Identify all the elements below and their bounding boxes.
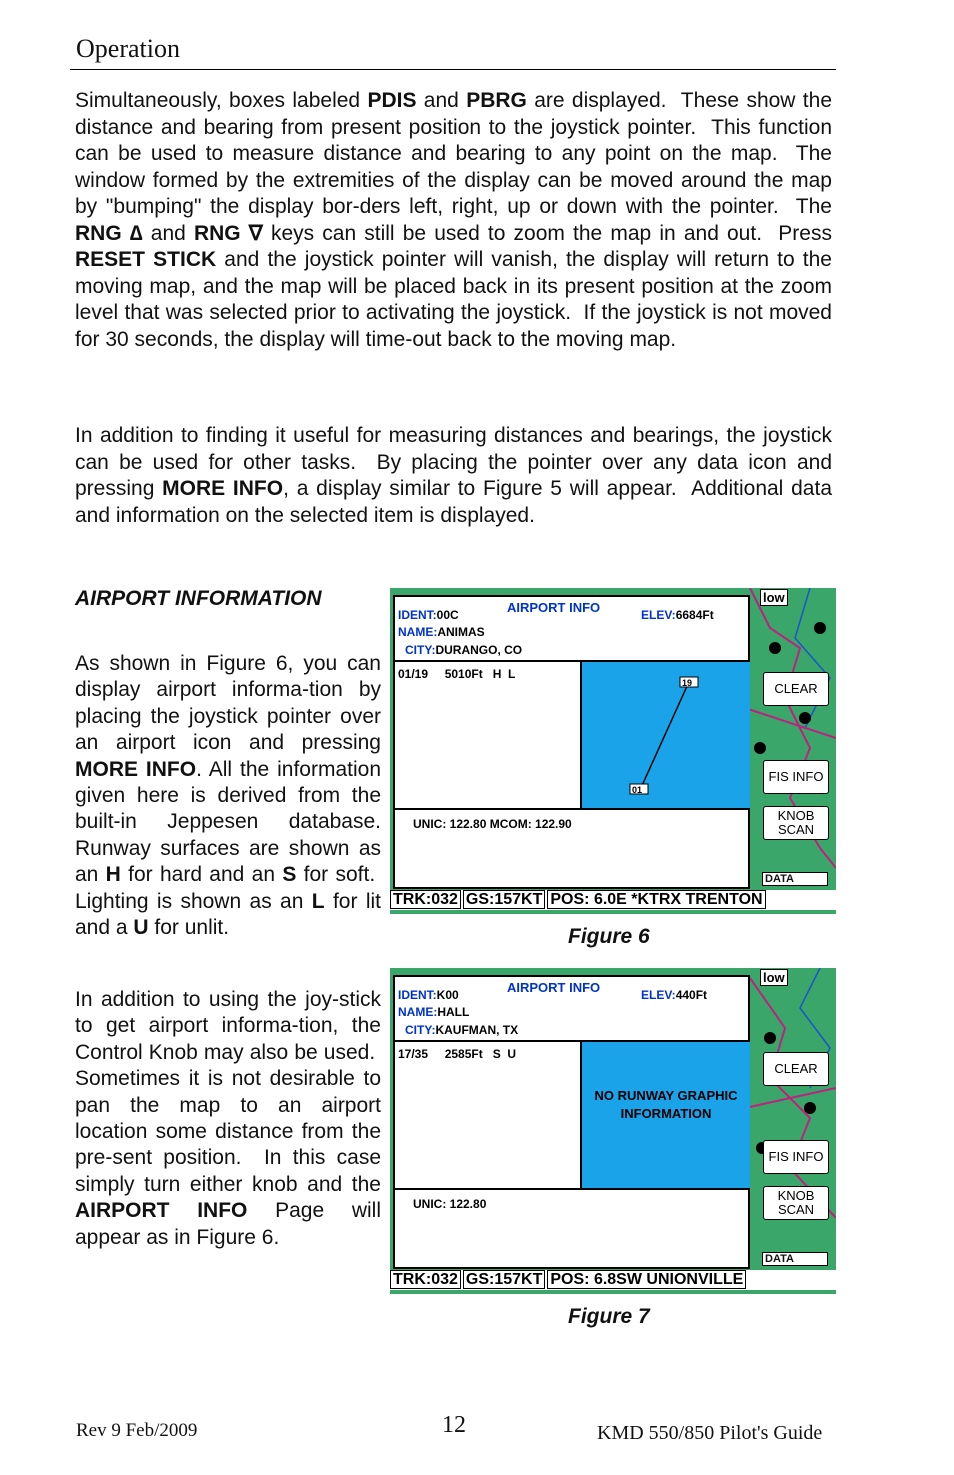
figure-6 (390, 588, 836, 914)
panel-title: AIRPORT INFO (507, 600, 601, 615)
runway-graphic (580, 662, 750, 808)
column-paragraph-2: In addition to using the joy-stick to get airport informa-tion, the Control Knob may also be used. Sometimes it is not desirable to pan the map to an airport location some distance from the pre-sent position. In this case simply turn either knob and the AIRPORT INFO Page will appear as in Figure 6. (75, 988, 381, 1249)
no-runway-graphic-message: NO RUNWAY GRAPHIC INFORMATION (594, 1088, 738, 1121)
status-bar (390, 890, 836, 910)
position-readout: POS: 6.8SW UNIONVILLE (547, 1270, 746, 1289)
footer-revision: Rev 9 Feb/2009 (76, 1420, 198, 1441)
data-button[interactable]: DATA (762, 1252, 828, 1266)
map-display (390, 588, 836, 914)
ident-label: IDENT: (398, 608, 437, 622)
name-label: NAME: (398, 625, 438, 639)
position-readout: POS: 6.0E *KTRX TRENTON (547, 890, 765, 909)
status-bar (390, 1270, 836, 1290)
knob-scan-button[interactable]: KNOB SCAN (763, 1186, 829, 1220)
panel-title: AIRPORT INFO (507, 980, 601, 995)
elev-label: ELEV: (641, 988, 676, 1002)
elev-value: 440Ft (675, 988, 708, 1002)
runway-info: 01/19 5010Ft H L (398, 667, 516, 681)
runway-info: 17/35 2585Ft S U (398, 1047, 517, 1061)
ident-value: K00 (436, 988, 459, 1002)
panel-divider (395, 1188, 748, 1190)
name-value: HALL (437, 1005, 470, 1019)
clear-button[interactable]: CLEAR (763, 1052, 829, 1086)
track-readout: TRK:032 (390, 890, 461, 909)
frequency-info: UNIC: 122.80 MCOM: 122.90 (413, 817, 572, 831)
column-paragraph-1: As shown in Figure 6, you can display airport informa-tion by placing the joystick pointer over an airport icon and pressing MORE INFO. All the information given here is derived from the built-in Jeppesen database. Runway surfaces are shown as an H for hard and an S for soft. Lighting is shown as an L for lit and a U for unlit. (75, 652, 382, 940)
footer-guide-title: KMD 550/850 Pilot's Guide (597, 1422, 823, 1444)
figure-7 (390, 968, 836, 1294)
name-label: NAME: (398, 1005, 438, 1019)
map-range-low-label: low (760, 969, 788, 986)
runway-end-b: 19 (682, 678, 693, 688)
runway-line (640, 684, 688, 790)
airport-info-panel (393, 975, 750, 1269)
elev-label: ELEV: (641, 608, 676, 622)
map-range-low-label: low (760, 589, 788, 606)
data-button[interactable]: DATA (762, 872, 828, 886)
runway-end-a: 01 (632, 785, 643, 795)
city-label: CITY: (405, 643, 436, 657)
frequency-info: UNIC: 122.80 (413, 1197, 487, 1211)
fis-info-button[interactable]: FIS INFO (763, 760, 829, 794)
knob-scan-button[interactable]: KNOB SCAN (763, 806, 829, 840)
body-paragraph-1: Simultaneously, boxes labeled PDIS and PBRG are displayed. These show the distance and bearing from present position to the joystick pointer. This function can be used to measure distance and bearing to any point on the map. The window formed by the extremities of the display can be moved around the map by "bumping" the display bor-ders left, right, up or down with the pointer. The RNG ∆ and RNG ∇ keys can still be used to zoom the map in and out. Press RESET STICK and the joystick pointer will vanish, the display will return to the moving map, and the map will be placed back in its present position at the zoom level that was selected prior to activating the joystick. If the joystick is not moved for 30 seconds, the display will time-out back to the moving map. (75, 89, 832, 351)
track-readout: TRK:032 (390, 1270, 461, 1289)
map-display (390, 968, 836, 1294)
header-rule (70, 69, 836, 70)
fis-info-button[interactable]: FIS INFO (763, 1140, 829, 1174)
body-paragraph-2: In addition to finding it useful for measuring distances and bearings, the joystick can be used for other tasks. By placing the pointer over any data icon and pressing MORE INFO, a display similar to Figure 5 will appear. Additional data and information on the selected item is displayed. (75, 424, 832, 527)
runway-diagram (582, 662, 750, 808)
page-header: Operation (76, 34, 180, 63)
city-value: DURANGO, CO (435, 643, 523, 657)
figure-7-caption: Figure 7 (568, 1305, 650, 1328)
footer-page-number: 12 (442, 1412, 466, 1438)
name-value: ANIMAS (437, 625, 485, 639)
groundspeed-readout: GS:157KT (463, 890, 545, 909)
city-label: CITY: (405, 1023, 436, 1037)
ident-label: IDENT: (398, 988, 437, 1002)
section-subheading: AIRPORT INFORMATION (75, 587, 322, 610)
elev-value: 6684Ft (675, 608, 714, 622)
figure-6-caption: Figure 6 (568, 925, 650, 948)
panel-divider (395, 808, 748, 810)
ident-value: 00C (436, 608, 459, 622)
airport-info-panel (393, 595, 750, 889)
city-value: KAUFMAN, TX (435, 1023, 519, 1037)
runway-graphic (580, 1042, 750, 1188)
clear-button[interactable]: CLEAR (763, 672, 829, 706)
groundspeed-readout: GS:157KT (463, 1270, 545, 1289)
